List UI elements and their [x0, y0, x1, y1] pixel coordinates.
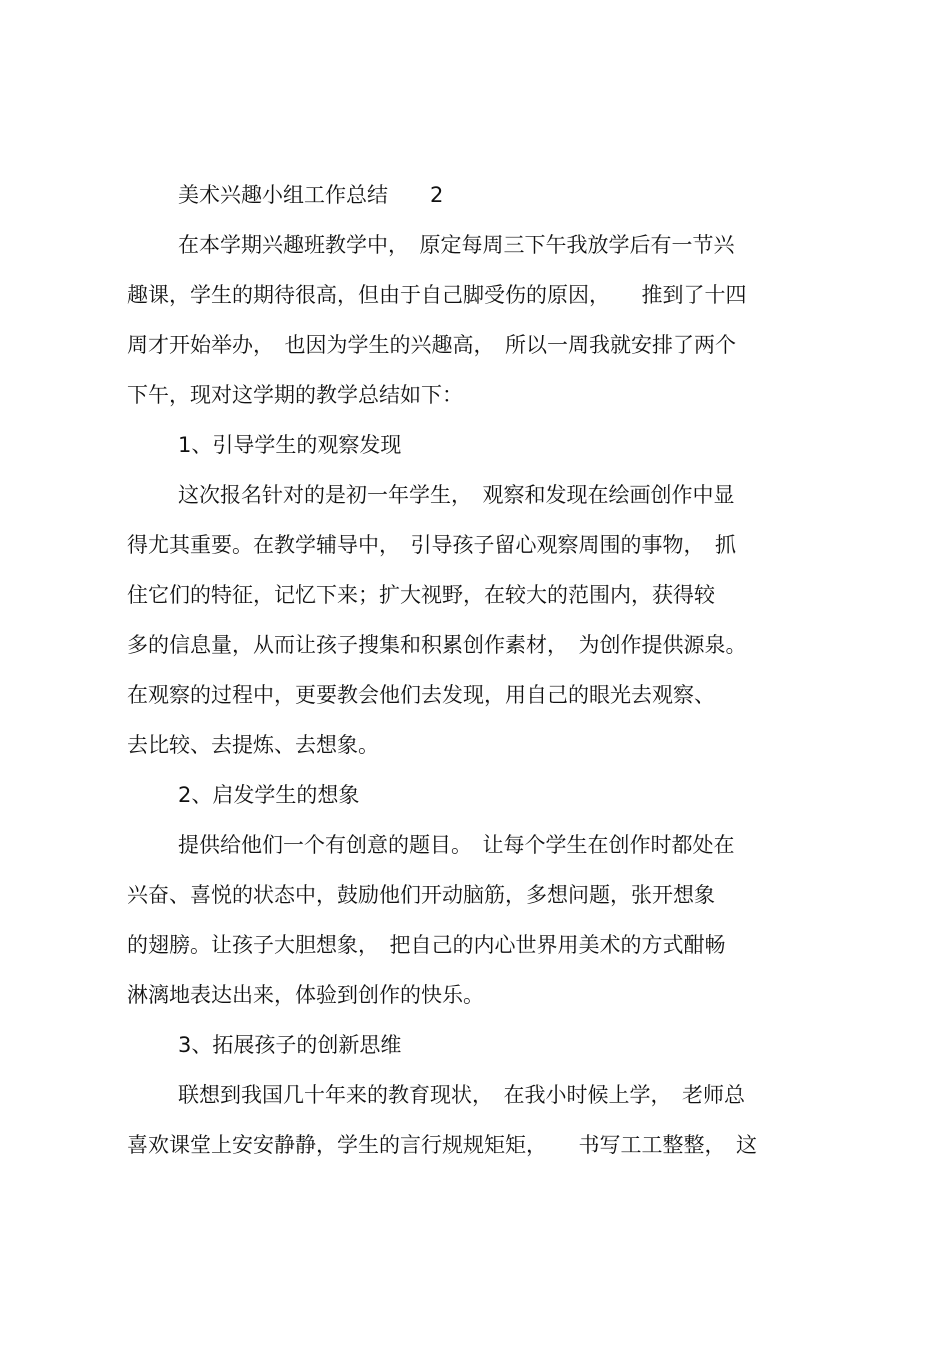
section-heading: 2、启发学生的想象 [178, 783, 360, 807]
paragraph-line: 在观察的过程中，更要教会他们去发现，用自己的眼光去观察、 [127, 683, 715, 707]
paragraph-line: 淋漓地表达出来，体验到创作的快乐。 [127, 983, 484, 1007]
paragraph-line: 这次报名针对的是初一年学生， 观察和发现在绘画创作中显 [178, 483, 735, 507]
paragraph-line: 喜欢课堂上安安静静，学生的言行规规矩矩， 书写工工整整， 这 [127, 1133, 757, 1157]
section-heading: 3、拓展孩子的创新思维 [178, 1033, 402, 1057]
paragraph-line: 兴奋、喜悦的状态中，鼓励他们开动脑筋，多想问题，张开想象 [127, 883, 715, 907]
paragraph-line: 下午，现对这学期的教学总结如下： [127, 383, 463, 407]
paragraph-line: 周才开始举办， 也因为学生的兴趣高， 所以一周我就安排了两个 [127, 333, 736, 357]
paragraph-line: 住它们的特征，记忆下来；扩大视野，在较大的范围内，获得较 [127, 583, 715, 607]
paragraph-line: 趣课，学生的期待很高，但由于自己脚受伤的原因， 推到了十四 [127, 283, 747, 307]
paragraph-line: 得尤其重要。在教学辅导中， 引导孩子留心观察周围的事物， 抓 [127, 533, 736, 557]
paragraph-line: 的翅膀。让孩子大胆想象， 把自己的内心世界用美术的方式酣畅 [127, 933, 726, 957]
paragraph-line: 提供给他们一个有创意的题目。 让每个学生在创作时都处在 [178, 833, 735, 857]
paragraph-line: 去比较、去提炼、去想象。 [127, 733, 379, 757]
paragraph-line: 多的信息量，从而让孩子搜集和积累创作素材， 为创作提供源泉。 [127, 633, 747, 657]
paragraph-line: 联想到我国几十年来的教育现状， 在我小时候上学， 老师总 [178, 1083, 745, 1107]
section-heading: 1、引导学生的观察发现 [178, 433, 402, 457]
paragraph-line: 在本学期兴趣班教学中， 原定每周三下午我放学后有一节兴 [178, 233, 735, 257]
document-title: 美术兴趣小组工作总结 2 [178, 183, 444, 207]
